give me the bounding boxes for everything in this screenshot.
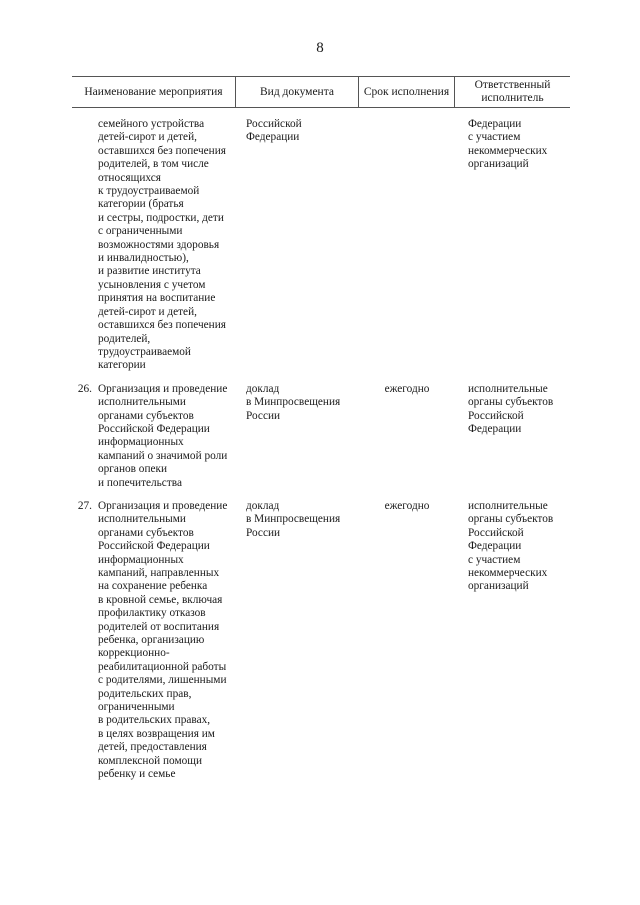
- event-name-line: исполнительными: [98, 513, 186, 526]
- responsible-line: органы субъектов: [468, 513, 554, 526]
- event-name-line: относящихся: [98, 171, 161, 184]
- responsible-line: Российской: [468, 526, 524, 539]
- event-name-line: ребенка, организацию: [98, 634, 205, 647]
- event-name-line: усыновления с учетом: [98, 278, 206, 291]
- responsible-line: некоммерческих: [468, 567, 548, 579]
- table-row: [72, 500, 570, 782]
- cell-document-type: [236, 383, 359, 490]
- event-name-line: в родительских правах,: [98, 714, 211, 727]
- table-header: [72, 76, 570, 108]
- event-name-line: родителей,: [98, 332, 151, 345]
- table-row: [72, 383, 570, 490]
- event-name-line: с родителями, лишенными: [98, 674, 227, 687]
- event-name-line: категории (братья: [98, 198, 184, 211]
- header-responsible: [455, 77, 570, 107]
- document-type-line: в Минпросвещения: [246, 513, 341, 526]
- event-name-line: с ограниченными: [98, 225, 183, 238]
- event-name-line: исполнительными: [98, 396, 186, 409]
- event-name-line: кампаний о значимой роли: [98, 449, 228, 462]
- event-name-line: реабилитационной работы: [98, 660, 227, 673]
- document-type-line: России: [246, 409, 281, 422]
- event-name-line: и сестры, подростки, дети: [98, 211, 224, 224]
- document-type-line: России: [246, 526, 281, 539]
- event-name-line: принятия на воспитание: [98, 292, 216, 305]
- event-name-line: кампаний, направленных: [98, 567, 220, 579]
- event-name-line: комплексной помощи: [98, 754, 202, 767]
- responsible-line: исполнительные: [468, 499, 548, 512]
- event-name-line: оставшихся без попечения: [98, 144, 226, 157]
- cell-document-type: [236, 118, 359, 373]
- responsible-line: некоммерческих: [468, 144, 548, 157]
- row-number: [72, 118, 94, 373]
- event-name-line: коррекционно-: [98, 647, 170, 660]
- event-name-line: детей, предоставления: [98, 741, 207, 754]
- event-name-line: и попечительства: [98, 476, 182, 489]
- event-name-line: на сохранение ребенка: [98, 580, 208, 593]
- document-type-line: Федерации: [246, 131, 300, 144]
- cell-document-type: [236, 500, 359, 782]
- header-document-type: Вид документа: [236, 77, 359, 107]
- event-name-line: органами субъектов: [98, 409, 194, 422]
- responsible-line: Федерации: [468, 422, 522, 435]
- responsible-line: Российской: [468, 409, 524, 422]
- row-number: 26.: [77, 382, 92, 395]
- event-name-line: трудоустраиваемой: [98, 345, 191, 358]
- event-name-line: органами субъектов: [98, 526, 194, 539]
- event-name-line: Российской Федерации: [98, 540, 210, 553]
- document-type-line: доклад: [246, 382, 280, 395]
- event-name-line: информационных: [98, 436, 184, 449]
- header-deadline: Срок исполнения: [359, 77, 455, 107]
- event-name-line: органов опеки: [98, 463, 168, 476]
- table-body: [72, 118, 570, 792]
- event-name-line: в целях возвращения им: [98, 727, 215, 740]
- page-number: 8: [316, 40, 324, 56]
- cell-event-name: [94, 118, 236, 373]
- event-name-line: ребенку и семье: [98, 768, 176, 781]
- event-name-line: детей-сирот и детей,: [98, 131, 197, 144]
- event-name-line: категории: [98, 359, 146, 372]
- document-type-line: доклад: [246, 499, 280, 512]
- cell-responsible: [455, 500, 570, 782]
- header-event-name: Наименование мероприятия: [72, 77, 236, 107]
- responsible-line: организаций: [468, 580, 529, 593]
- header-responsible-line2: исполнитель: [481, 92, 544, 104]
- cell-deadline: ежегодно: [384, 382, 430, 395]
- event-name-line: оставшихся без попечения: [98, 319, 226, 332]
- event-name-line: детей-сирот и детей,: [98, 305, 197, 318]
- event-name-line: в кровной семье, включая: [98, 593, 223, 606]
- cell-event-name: [94, 383, 236, 490]
- cell-event-name: [94, 500, 236, 782]
- responsible-line: Федерации: [468, 118, 522, 130]
- event-name-line: Организация и проведение: [98, 382, 228, 395]
- cell-deadline: [359, 118, 455, 373]
- event-name-line: и инвалидностью),: [98, 252, 189, 265]
- cell-responsible: [455, 118, 570, 373]
- document-type-line: Российской: [246, 118, 302, 130]
- event-name-line: к трудоустраиваемой: [98, 185, 200, 198]
- event-name-line: возможностями здоровья: [98, 238, 220, 251]
- cell-responsible: [455, 383, 570, 490]
- responsible-line: с участием: [468, 131, 521, 144]
- event-name-line: ограниченными: [98, 701, 175, 714]
- event-name-line: семейного устройства: [98, 118, 205, 130]
- event-name-line: родителей от воспитания: [98, 620, 220, 633]
- document-type-line: в Минпросвещения: [246, 396, 341, 409]
- event-name-line: Российской Федерации: [98, 422, 210, 435]
- responsible-line: с участием: [468, 553, 521, 566]
- event-name-line: родителей, в том числе: [98, 158, 209, 171]
- table-row: [72, 118, 570, 373]
- event-name-line: Организация и проведение: [98, 499, 228, 512]
- event-name-line: профилактику отказов: [98, 607, 206, 620]
- responsible-line: органы субъектов: [468, 396, 554, 409]
- header-responsible-line1: Ответственный: [474, 79, 551, 91]
- event-name-line: родительских прав,: [98, 687, 192, 700]
- responsible-line: исполнительные: [468, 382, 548, 395]
- responsible-line: Федерации: [468, 540, 522, 553]
- event-name-line: информационных: [98, 553, 184, 566]
- cell-deadline: ежегодно: [384, 499, 430, 512]
- row-number: 27.: [77, 499, 92, 512]
- event-name-line: и развитие института: [98, 265, 201, 278]
- responsible-line: организаций: [468, 158, 529, 171]
